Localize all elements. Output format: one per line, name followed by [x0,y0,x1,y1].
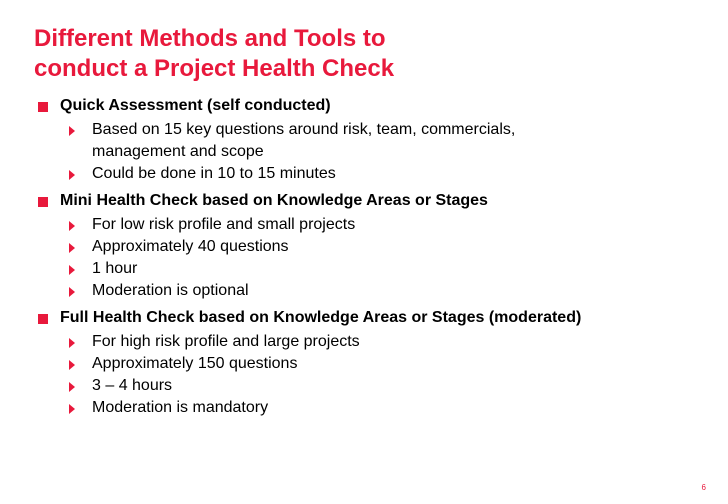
square-bullet-icon [38,102,48,112]
sub-bullet [36,258,612,280]
triangle-bullet-icon [69,265,75,275]
section-heading [36,307,706,329]
triangle-bullet-icon [69,221,75,231]
section-heading [36,95,706,117]
section-heading-text: Full Health Check based on Knowledge Areas or Stages (moderated) [60,309,582,326]
sub-bullet-text: 3 – 4 hours [92,377,173,394]
sub-bullet [36,331,612,353]
sub-bullet-text: Moderation is mandatory [92,399,269,416]
square-bullet-icon [38,314,48,324]
section-heading-text: Quick Assessment (self conducted) [60,97,331,114]
section-heading-text: Mini Health Check based on Knowledge Areas or Stages [60,192,488,209]
sub-bullet-list [36,331,706,419]
page-number: 6 [701,483,706,492]
triangle-bullet-icon [69,382,75,392]
sub-bullet-text: Approximately 40 questions [92,238,289,255]
sub-bullet-text: For high risk profile and large projects [92,333,360,350]
triangle-bullet-icon [69,287,75,297]
sub-bullet [36,163,612,185]
sub-bullet [36,353,612,375]
sub-bullet-text: Approximately 150 questions [92,355,298,372]
sub-bullet-text: Could be done in 10 to 15 minutes [92,165,336,182]
triangle-bullet-icon [69,170,75,180]
sub-bullet [36,280,612,302]
triangle-bullet-icon [69,404,75,414]
triangle-bullet-icon [69,243,75,253]
title-line-2: conduct a Project Health Check [34,55,395,82]
sub-bullet-list [36,119,706,185]
triangle-bullet-icon [69,338,75,348]
sub-bullet-text: Based on 15 key questions around risk, team, commercials, management and scope [92,121,516,160]
sub-bullet-text: For low risk profile and small projects [92,216,356,233]
triangle-bullet-icon [69,360,75,370]
sub-bullet-text: 1 hour [92,260,138,277]
slide-title [34,24,394,84]
sub-bullet [36,119,612,163]
sub-bullet [36,214,612,236]
sub-bullet [36,397,612,419]
title-line-1: Different Methods and Tools to [34,25,386,52]
bullet-content [36,95,706,424]
sub-bullet [36,375,612,397]
square-bullet-icon [38,197,48,207]
sub-bullet-text: Moderation is optional [92,282,249,299]
sub-bullet [36,236,612,258]
section-heading [36,190,706,212]
sub-bullet-list [36,214,706,302]
triangle-bullet-icon [69,126,75,136]
